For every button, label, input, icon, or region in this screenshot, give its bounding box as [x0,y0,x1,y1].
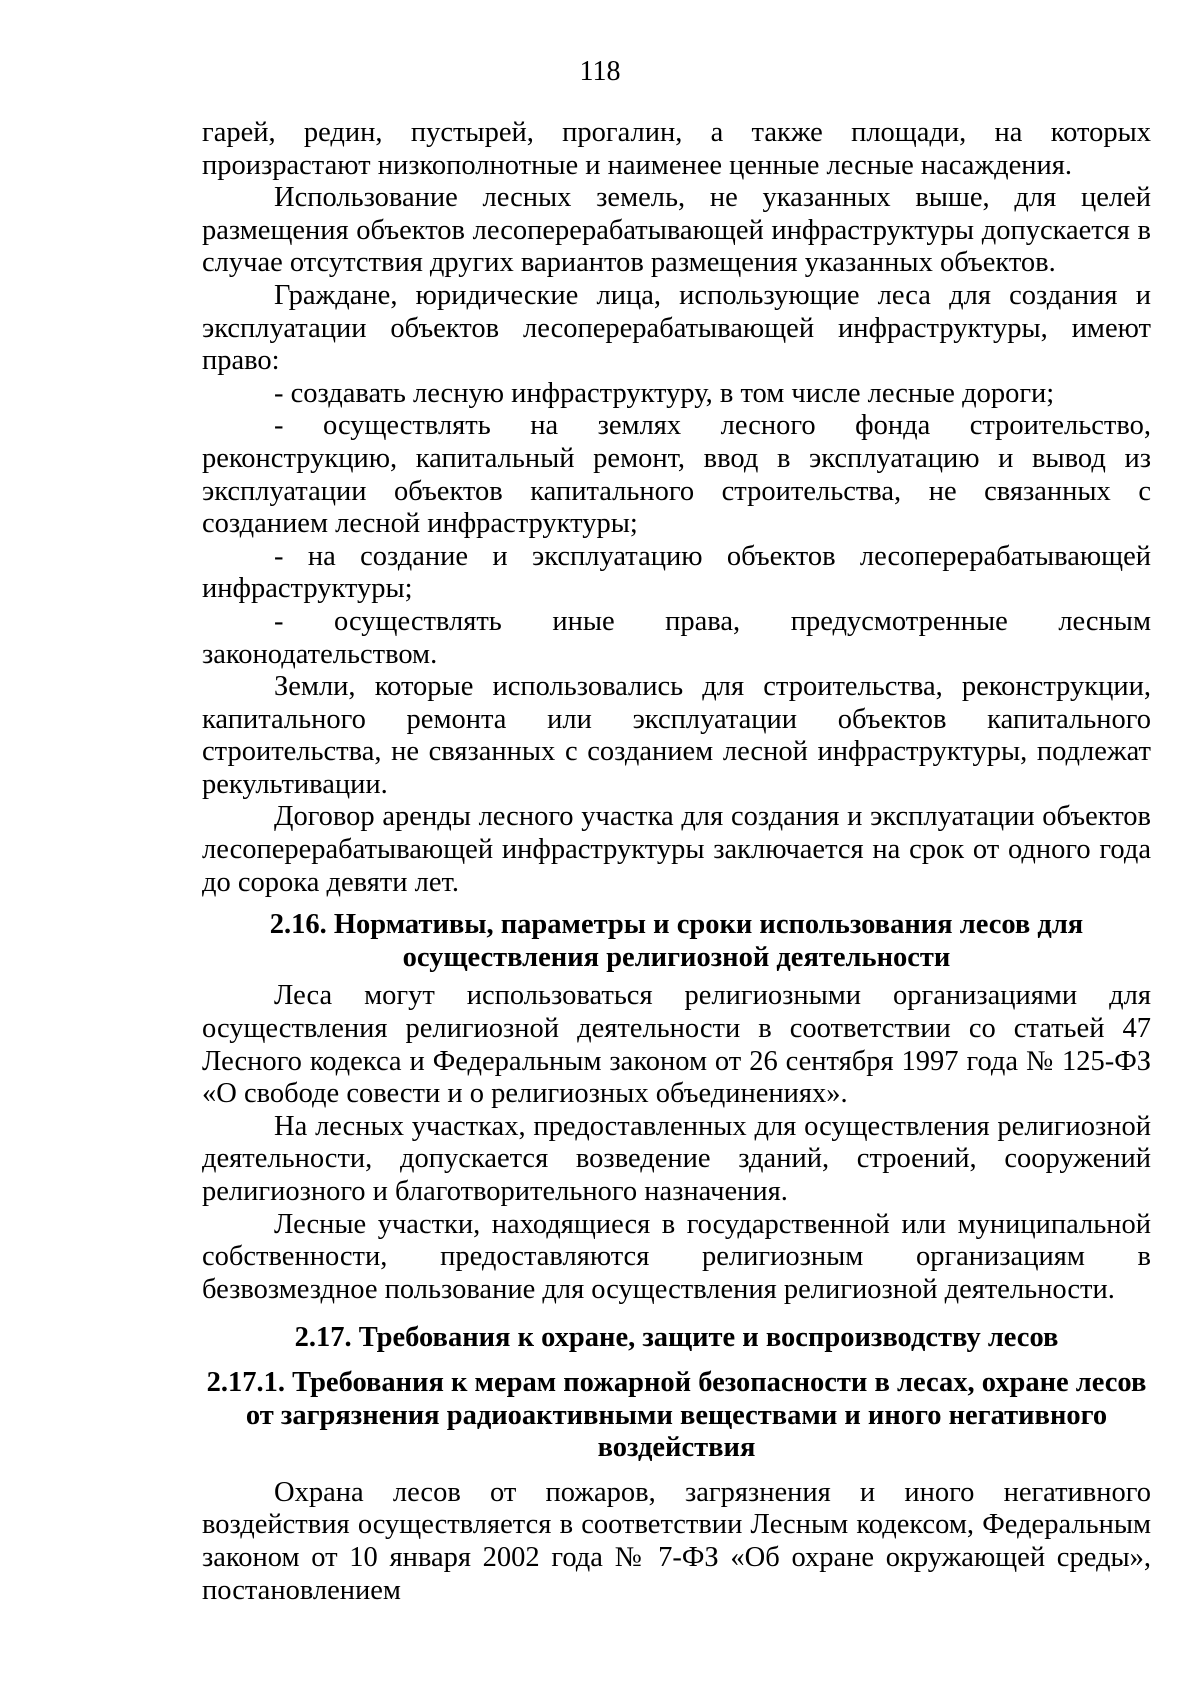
paragraph: На лесных участках, предоставленных для осуществления религиозной деятельности, допускается возведение зданий, строений, сооружений религиозного и благотворительного назначения. [202,1110,1151,1207]
list-item: - создавать лесную инфраструктуру, в том числе лесные дороги; [274,377,1055,409]
paragraph: Граждане, юридические лица, использующие леса для создания и эксплуатации объектов лесоперерабатывающей инфраструктуры, имеют право: [202,279,1151,377]
paragraph-continuation: гарей, редин, пустырей, прогалин, а также площади, на которых произрастают низкополнотные и наименее ценные лесные насаждения. [202,117,1151,181]
paragraph: Использование лесных земель, не указанных выше, для целей размещения объектов лесоперерабатывающей инфраструктуры допускается в случае отсутствия других вариантов размещения указанных объектов. [202,182,1151,279]
list-item: - осуществлять иные права, предусмотренные лесным законодательством. [202,605,1151,670]
heading-line: 2.16. Нормативы, параметры и сроки использования лесов для [269,909,1084,941]
section-heading-2-17-1 [202,1367,1151,1465]
document-body [202,117,1151,1607]
section-heading-2-16 [202,909,1151,974]
heading-line: 2.17.1. Требования к мерам пожарной безопасности в лесах, охране лесов [206,1366,1147,1398]
heading-line: от загрязнения радиоактивными веществами и иного негативного [245,1399,1108,1431]
paragraph: Лесные участки, находящиеся в государственной или муниципальной собственности, предоставляются религиозным организациям в безвозмездное пользование для осуществления религиозной деятельности. [202,1208,1151,1305]
list-item: - на создание и эксплуатацию объектов лесоперерабатывающей инфраструктуры; [202,540,1151,605]
heading-line: воздействия [597,1432,756,1464]
page-number: 118 [579,56,621,87]
paragraph: Договор аренды лесного участка для создания и эксплуатации объектов лесоперерабатывающей инфраструктуры заключается на срок от одного года до сорока девяти лет. [202,801,1151,898]
paragraph: Леса могут использоваться религиозными организациями для осуществления религиозной деятельности в соответствии со статьей 47 Лесного кодекса и Федеральным законом от 26 сентября 1997 года № 125-ФЗ «О свободе совести и о религиозных объединениях». [202,980,1151,1110]
paragraph: Земли, которые использовались для строительства, реконструкции, капитального ремонта или эксплуатации объектов капитального строительства, не связанных с созданием лесной инфраструктуры, подлежат рекультивации. [202,671,1151,800]
paragraph: Охрана лесов от пожаров, загрязнения и иного негативного воздействия осуществляется в соответствии Лесным кодексом, Федеральным законом от 10 января 2002 года № 7-ФЗ «Об охране окружающей среды», постановлением [202,1476,1151,1606]
section-heading-2-17: 2.17. Требования к охране, защите и воспроизводству лесов [294,1322,1059,1354]
list-item: - осуществлять на землях лесного фонда строительство, реконструкцию, капитальный ремонт, ввод в эксплуатацию и вывод из эксплуатации объектов капитального строительства, не связанных с созданием лесной инфраструктуры; [202,410,1151,540]
heading-line: осуществления религиозной деятельности [402,941,951,973]
